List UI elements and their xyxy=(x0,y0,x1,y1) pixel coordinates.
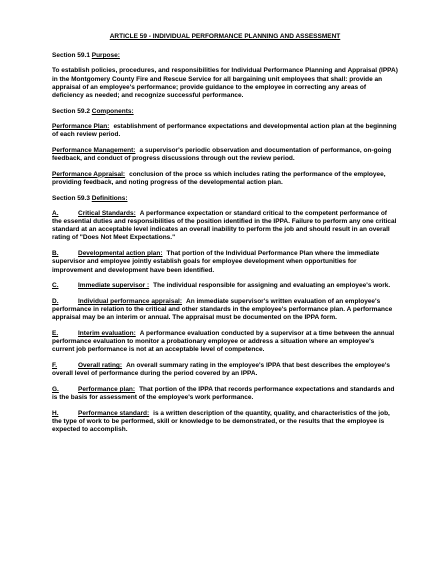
component-text: establishment of performance expectations and developmental action plan at the beginning of each review period. xyxy=(52,122,397,139)
definition-text: A performance evaluation conducted by a supervisor at a time between the annual performance evaluation to monitor a probationary employee or address a situation where an employee's current job performance is not at an acceptable level of competence. xyxy=(52,330,395,354)
definition-item xyxy=(52,362,398,378)
definition-text: An immediate supervisor's written evaluation of an employee's performance in relation to the critical and other standards in the employee's performance plan. A performance appraisal may be an interim or annual. The appraisal must be documented on the IPPA form. xyxy=(52,297,393,322)
component-item xyxy=(52,147,398,163)
component-term: Performance Management: xyxy=(52,146,136,154)
definition-letter: C. xyxy=(52,282,59,290)
definition-term: Overall rating: xyxy=(78,362,123,370)
definition-letter: D. xyxy=(52,297,59,305)
definition-letter: F. xyxy=(52,362,58,370)
section-59-1-heading xyxy=(52,52,398,60)
section-label: Section 59.2 xyxy=(52,107,90,115)
definition-term: Performance plan: xyxy=(78,386,136,394)
definition-item xyxy=(52,386,398,402)
definition-term: Interim evaluation: xyxy=(78,330,136,338)
definition-letter: A. xyxy=(52,209,59,217)
component-item xyxy=(52,171,398,187)
section-label: Section 59.1 xyxy=(52,52,90,60)
definition-term: Individual performance appraisal: xyxy=(78,297,183,305)
definition-term: Critical Standards: xyxy=(78,209,136,217)
definition-term: Immediate supervisor : xyxy=(78,282,150,290)
definition-text: A performance expectation or standard critical to the competent performance of the essential duties and responsibilities of the position identified in the IPPA. Failure to perform any one critical standard at an acceptable level indicates an overall inability to perform the job and should result in an overall rating of "Does Not Meet Expectations." xyxy=(52,209,397,242)
definition-letter: B. xyxy=(52,250,59,258)
section-heading: Purpose: xyxy=(91,52,120,60)
component-term: Performance Appraisal: xyxy=(52,170,126,178)
definition-item xyxy=(52,282,398,290)
definition-text: That portion of the Individual Performance Plan where the immediate supervisor and employee jointly establish goals for employee development when opportunities for improvement and development have been identified. xyxy=(52,250,380,274)
definition-letter: G. xyxy=(52,386,59,394)
definition-item xyxy=(52,298,398,323)
document-title: ARTICLE 59 - INDIVIDUAL PERFORMANCE PLANNING AND ASSESSMENT xyxy=(109,33,341,40)
definition-item xyxy=(52,250,398,275)
component-term: Performance Plan: xyxy=(52,122,110,130)
definition-item xyxy=(52,330,398,355)
section-heading: Definitions: xyxy=(91,194,128,202)
purpose-paragraph: To establish policies, procedures, and responsibilities for Individual Performance Planning and Appraisal (IPPA) in the Montgomery County Fire and Rescue Service for all bargaining unit employees that shall: provide an appraisal of an employee's performance; provide guidance to the employee in correcting any areas of deficiency as needed; and recognize successful performance. xyxy=(52,67,398,100)
component-item xyxy=(52,123,398,139)
section-label: Section 59.3 xyxy=(52,194,90,202)
section-59-2-heading xyxy=(52,108,398,116)
component-text: conclusion of the proce ss which includes rating the performance of the employee, providing feedback, and noting progress of the developmental action plan. xyxy=(52,170,386,186)
definition-letter: E. xyxy=(52,330,59,338)
definition-text: is a written description of the quantity, quality, and characteristics of the job, the type of work to be performed, skill or knowledge to be demonstrated, or the results that the employee is expected to accomplish. xyxy=(52,410,390,434)
definition-text: That portion of the IPPA that records performance expectations and standards and is the basis for assessment of the employee's work performance. xyxy=(52,386,395,402)
definition-text: The individual responsible for assigning and evaluating an employee's work. xyxy=(153,282,391,290)
definition-term: Developmental action plan: xyxy=(78,250,163,258)
definition-item xyxy=(52,210,398,243)
definition-term: Performance standard: xyxy=(78,410,150,417)
definition-item xyxy=(52,410,398,435)
section-heading: Components: xyxy=(91,107,134,115)
definition-letter: H. xyxy=(52,410,59,417)
section-59-3-heading xyxy=(52,195,398,203)
definition-text: An overall summary rating in the employee's IPPA that best describes the employee's overall level of performance during the period covered by an IPPA. xyxy=(52,362,390,378)
component-text: a supervisor's periodic observation and documentation of performance, on-going feedback, and conduct of progress discussions through out the review period. xyxy=(52,146,392,163)
